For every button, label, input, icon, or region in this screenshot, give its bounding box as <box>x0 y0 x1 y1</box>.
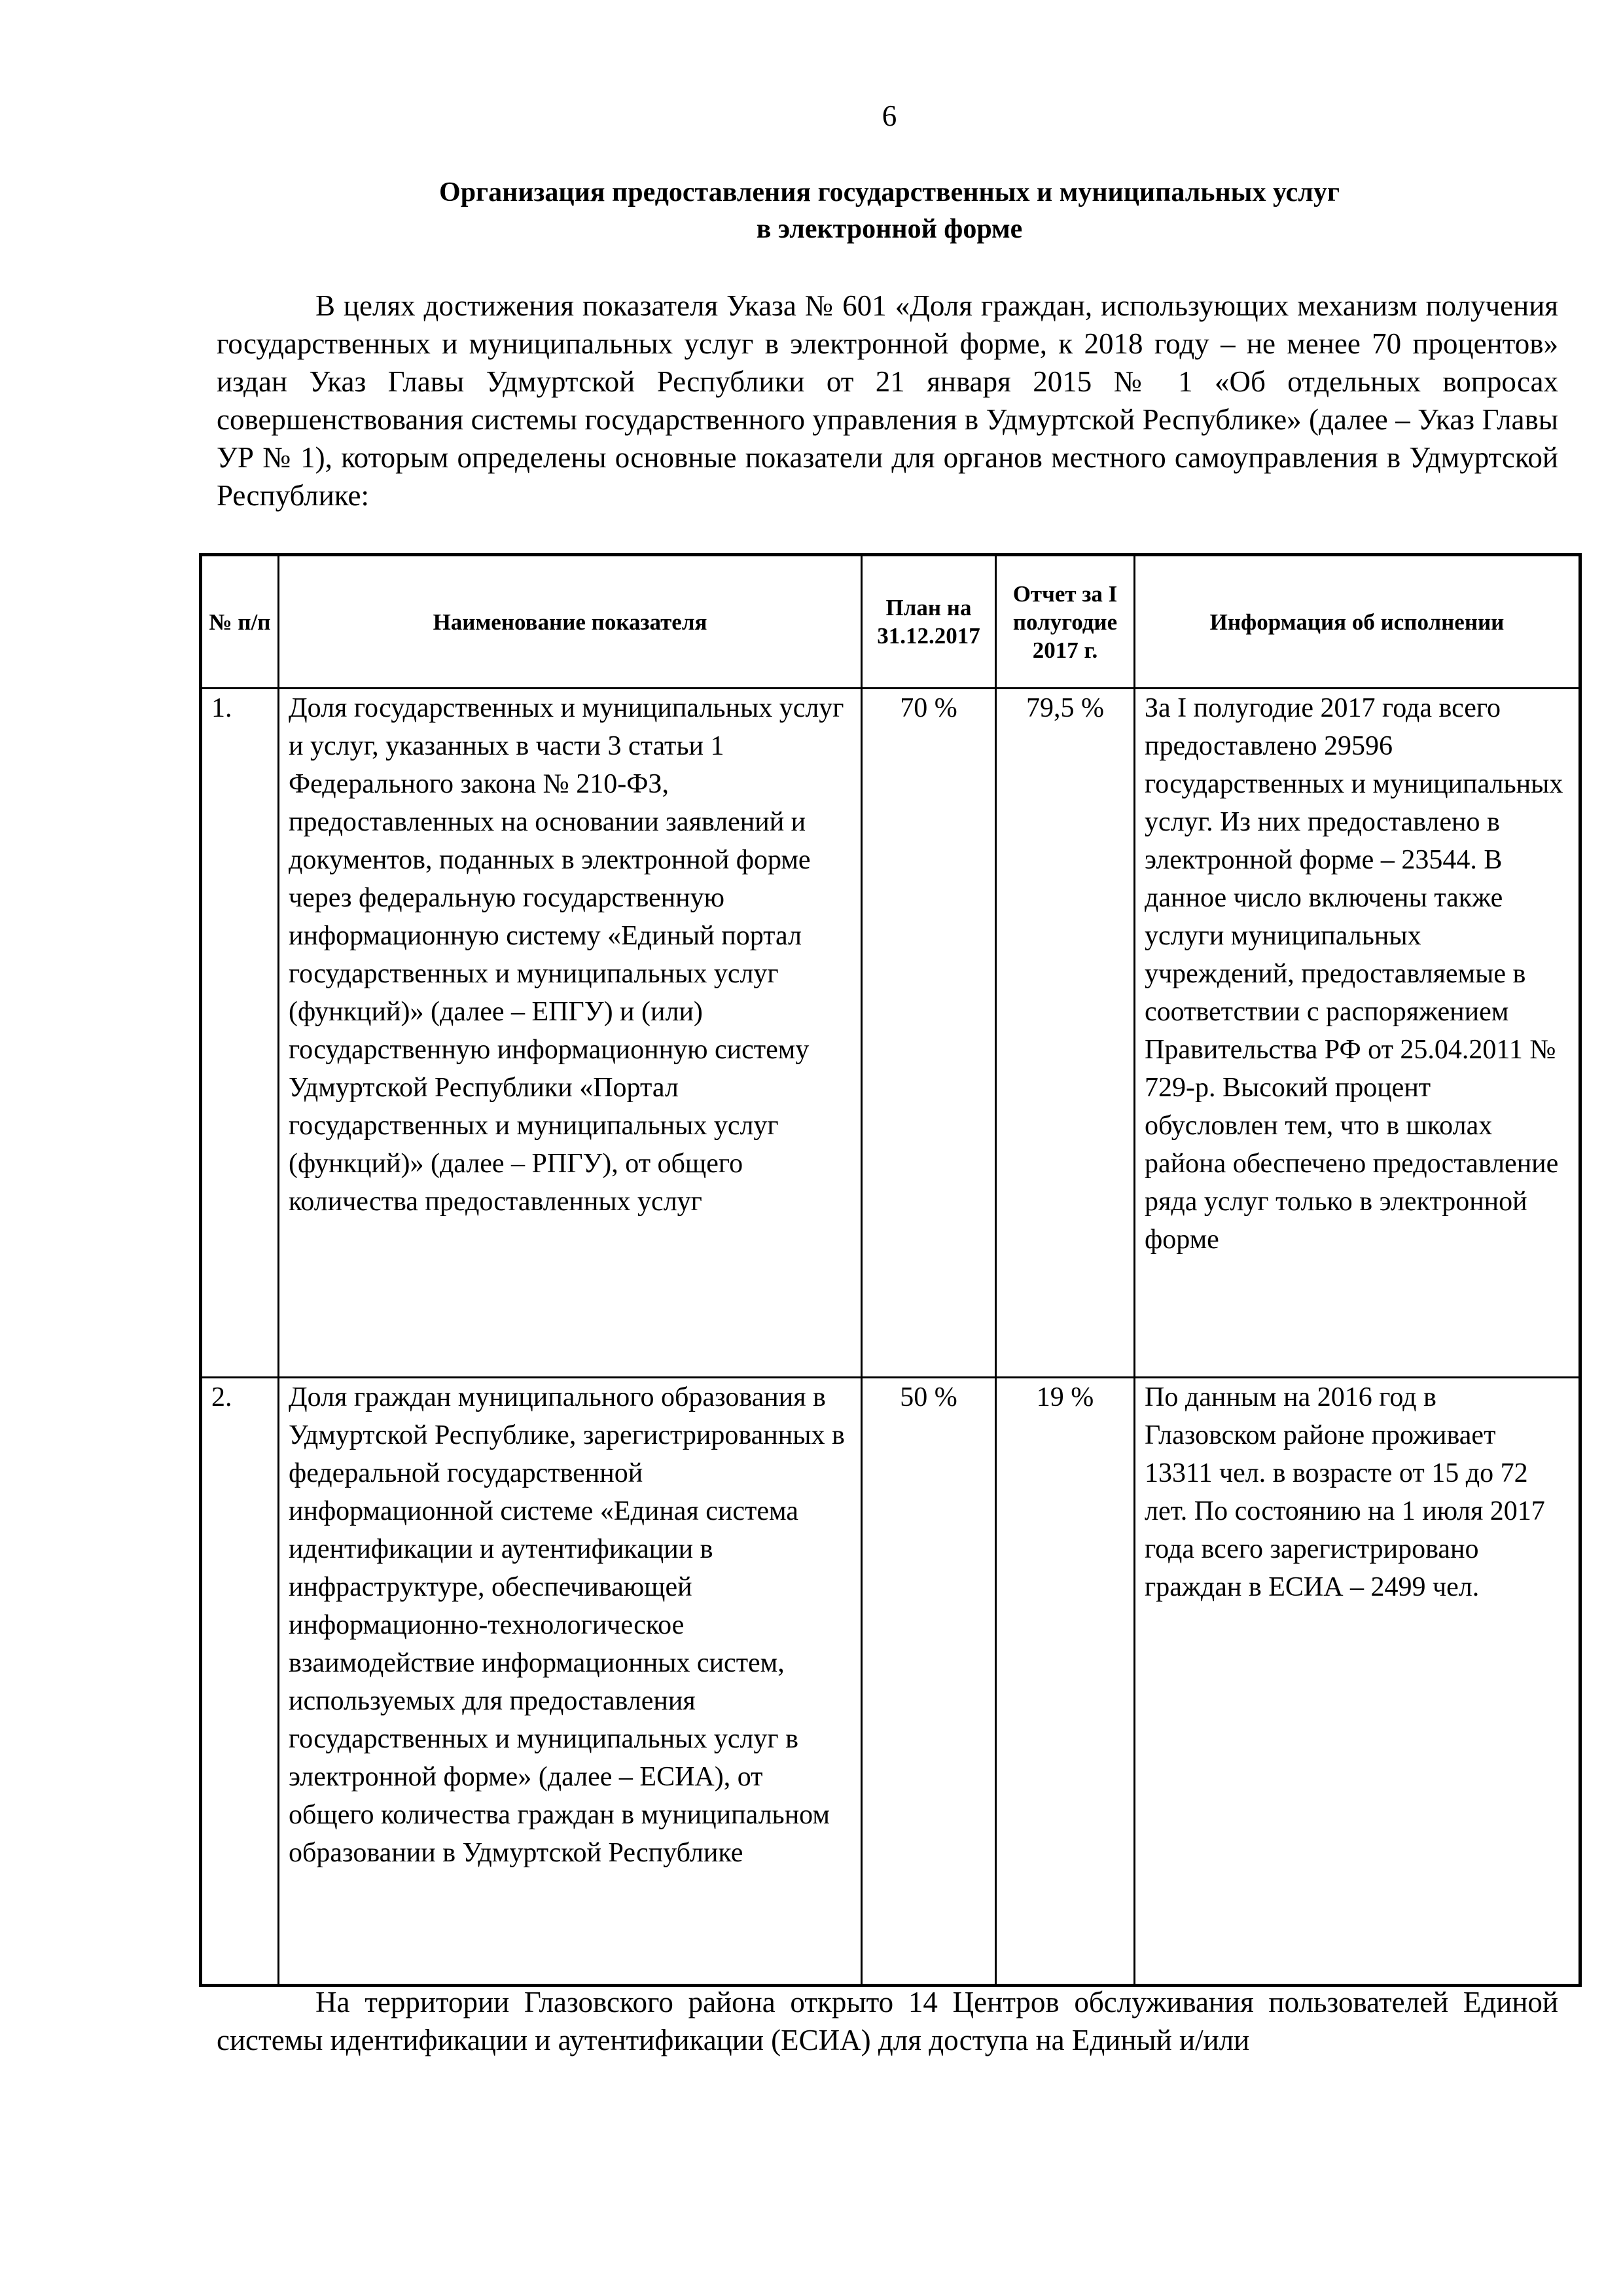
plan-value: 70 % <box>862 689 996 1378</box>
table-row <box>201 1378 1580 1986</box>
indicators-table <box>199 553 1582 1987</box>
header-report: Отчет за I полугодие 2017 г. <box>996 555 1135 689</box>
table-row <box>201 689 1580 1378</box>
row-number: 1. <box>201 689 279 1378</box>
table-header-row <box>201 555 1580 689</box>
plan-value: 50 % <box>862 1378 996 1986</box>
execution-info: За I полугодие 2017 года всего предоставлено 29596 государственных и муниципальных услуг. Из них предоставлено в электронной форме – 23544. В данное число включены также услуги муниципальных учреждений, предоставляемые в соответствии с распоряжением Правительства РФ от 25.04.2011 № 729-р. Высокий процент обусловлен тем, что в школах района обеспечено предоставление ряда услуг только в электронной форме <box>1135 689 1580 1378</box>
section-heading <box>196 174 1582 247</box>
indicator-name: Доля государственных и муниципальных услуг и услуг, указанных в части 3 статьи 1 Федерального закона № 210-ФЗ, предоставленных на основании заявлений и документов, поданных в электронной форме через федеральную государственную информационную систему «Единый портал государственных и муниципальных услуг (функций)» (далее – ЕПГУ) и (или) государственную информационную систему Удмуртской Республики «Портал государственных и муниципальных услуг (функций)» (далее – РПГУ), от общего количества предоставленных услуг <box>279 689 862 1378</box>
bottom-paragraph: На территории Глазовского района открыто 14 Центров обслуживания пользователей Единой системы идентификации и аутентификации (ЕСИА) для доступа на Единый и/или <box>217 1986 1558 2056</box>
header-plan: План на 31.12.2017 <box>862 555 996 689</box>
header-num: № п/п <box>201 555 279 689</box>
intro-paragraph: В целях достижения показателя Указа № 601 «Доля граждан, использующих механизм получения государственных и муниципальных услуг в электронной форме, к 2018 году – не менее 70 процентов» издан Указ Главы Удмуртской Республики от 21 января 2015 № 1 «Об отдельных вопросах совершенствования системы государственного управления в Удмуртской Республике» (далее – Указ Главы УР № 1), которым определены основные показатели для органов местного самоуправления в Удмуртской Республике: <box>217 289 1558 512</box>
page-number: 6 <box>882 99 897 132</box>
row-number: 2. <box>201 1378 279 1986</box>
heading-line-2: в электронной форме <box>756 214 1023 244</box>
indicator-name: Доля граждан муниципального образования в Удмуртской Республике, зарегистрированных в федеральной государственной информационной системе «Единая система идентификации и аутентификации в инфраструктуре, обеспечивающей информационно-технологическое взаимодействие информационных систем, используемых для предоставления государственных и муниципальных услуг в электронной форме» (далее – ЕСИА), от общего количества граждан в муниципальном образовании в Удмуртской Республике <box>279 1378 862 1986</box>
report-value: 79,5 % <box>996 689 1135 1378</box>
report-value: 19 % <box>996 1378 1135 1986</box>
header-info: Информация об исполнении <box>1135 555 1580 689</box>
execution-info: По данным на 2016 год в Глазовском районе проживает 13311 чел. в возрасте от 15 до 72 лет. По состоянию на 1 июля 2017 года всего зарегистрировано граждан в ЕСИА – 2499 чел. <box>1135 1378 1580 1986</box>
header-name: Наименование показателя <box>279 555 862 689</box>
heading-line-1: Организация предоставления государственных и муниципальных услуг <box>439 177 1340 207</box>
